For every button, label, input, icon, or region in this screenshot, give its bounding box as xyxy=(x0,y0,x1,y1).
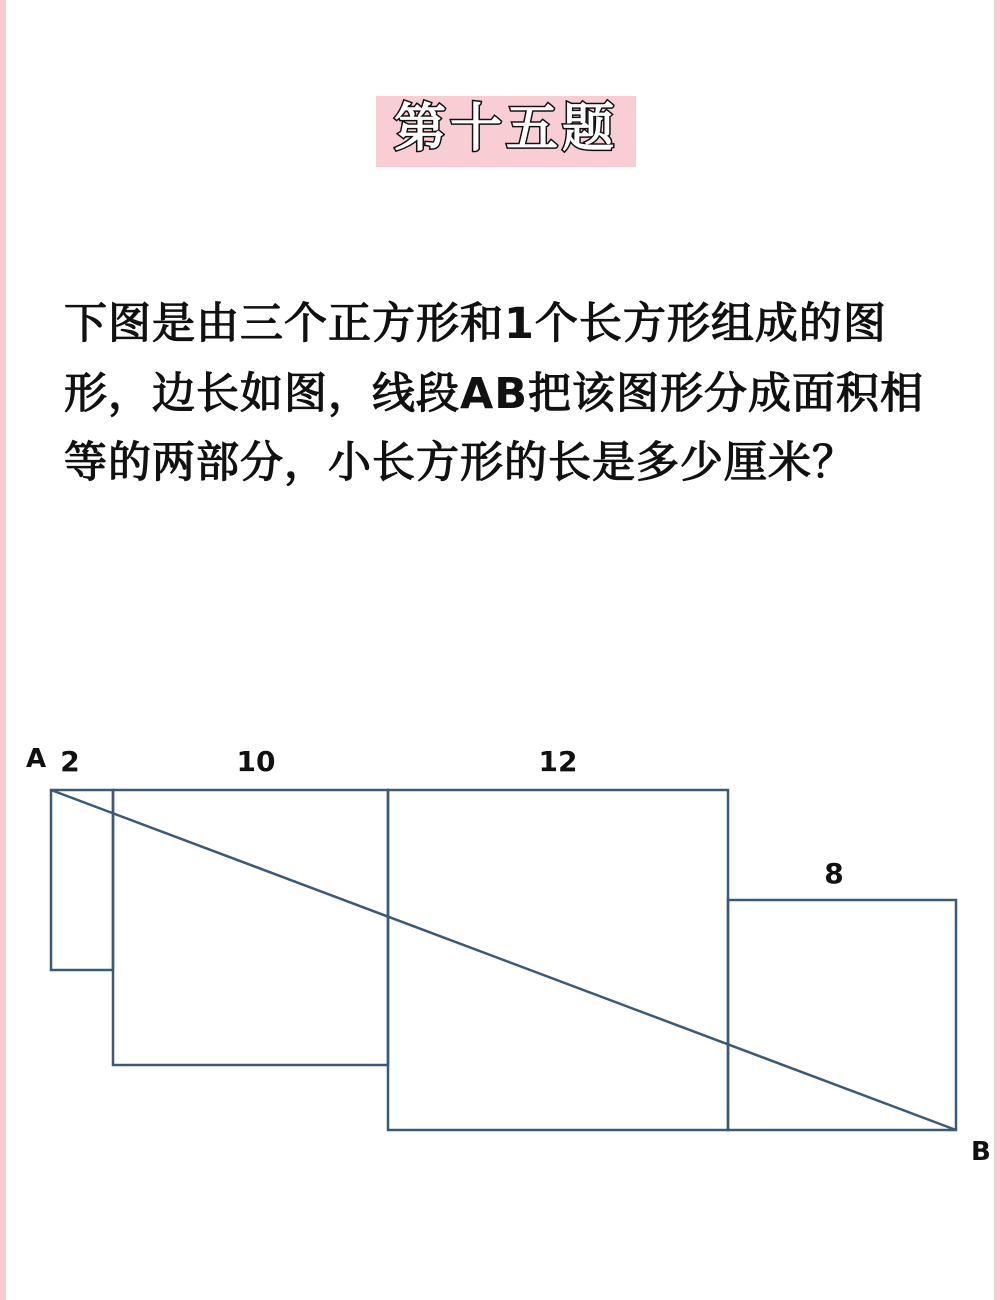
title-container xyxy=(6,96,1000,167)
figure-svg xyxy=(6,735,1000,1205)
segment-ab xyxy=(51,790,956,1130)
shape-square-8 xyxy=(728,900,956,1130)
shape-square-12 xyxy=(388,790,728,1130)
label-length-8: 8 xyxy=(824,857,844,890)
question-text: 下图是由三个正方形和1个长方形组成的图形，边长如图，线段AB把该图形分成面积相等的两部分，小长方形的长是多少厘米？ xyxy=(64,299,925,489)
label-length-2: 2 xyxy=(60,745,80,778)
shape-small-rectangle xyxy=(51,790,113,970)
geometry-figure xyxy=(6,735,1000,1205)
label-point-b: B xyxy=(971,1137,991,1167)
label-point-a: A xyxy=(26,744,47,774)
label-length-10: 10 xyxy=(236,745,276,778)
label-length-12: 12 xyxy=(538,745,578,778)
shape-square-10 xyxy=(113,790,388,1065)
page-title: 第十五题 xyxy=(376,96,636,167)
